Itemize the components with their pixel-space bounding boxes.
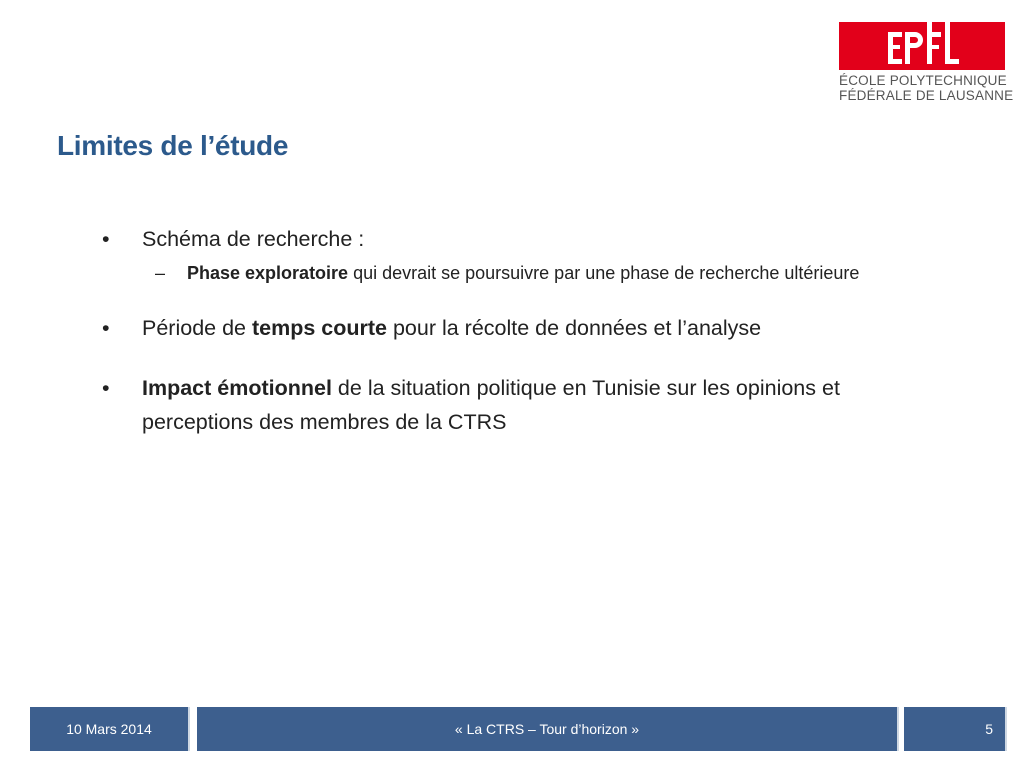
slide-content [100, 222, 900, 439]
bullet-item [100, 222, 900, 256]
epfl-logo [839, 22, 1014, 103]
epfl-logo-letters [839, 22, 1005, 70]
epfl-logo-line2: FÉDÉRALE DE LAUSANNE [839, 88, 1014, 103]
bullet-text-post: pour la récolte de données et l’analyse [386, 316, 762, 340]
sub-bullet-bold: Phase exploratoire [187, 263, 349, 283]
bullet-text-bold: Impact émotionnel [142, 376, 332, 400]
epfl-logo-mark [839, 22, 1005, 70]
bullet-icon: • [102, 227, 110, 251]
footer-date: 10 Mars 2014 [30, 707, 190, 751]
epfl-logo-line1: ÉCOLE POLYTECHNIQUE [839, 73, 1007, 88]
dash-icon: – [155, 263, 166, 283]
sub-bullet-text: qui devrait se poursuivre par une phase de recherche ultérieure [348, 263, 860, 283]
footer-title: « La CTRS – Tour d’horizon » [197, 707, 899, 751]
slide-title: Limites de l’étude [57, 130, 289, 161]
bullet-text: Schéma de recherche : [142, 227, 365, 251]
footer-page-number [904, 707, 1007, 751]
bullet-text-post: de la situation politique en Tunisie sur les opinions et perceptions des membres de la CTRS [142, 376, 840, 434]
sub-bullet-item [100, 259, 900, 288]
bullet-item [100, 311, 900, 345]
bullet-item [100, 371, 900, 439]
bullet-icon: • [102, 316, 110, 340]
page-number: 5 [985, 721, 993, 737]
bullet-text-pre: Période de [142, 316, 252, 340]
bullet-text-bold: temps courte [251, 316, 387, 340]
bullet-icon: • [102, 376, 110, 400]
